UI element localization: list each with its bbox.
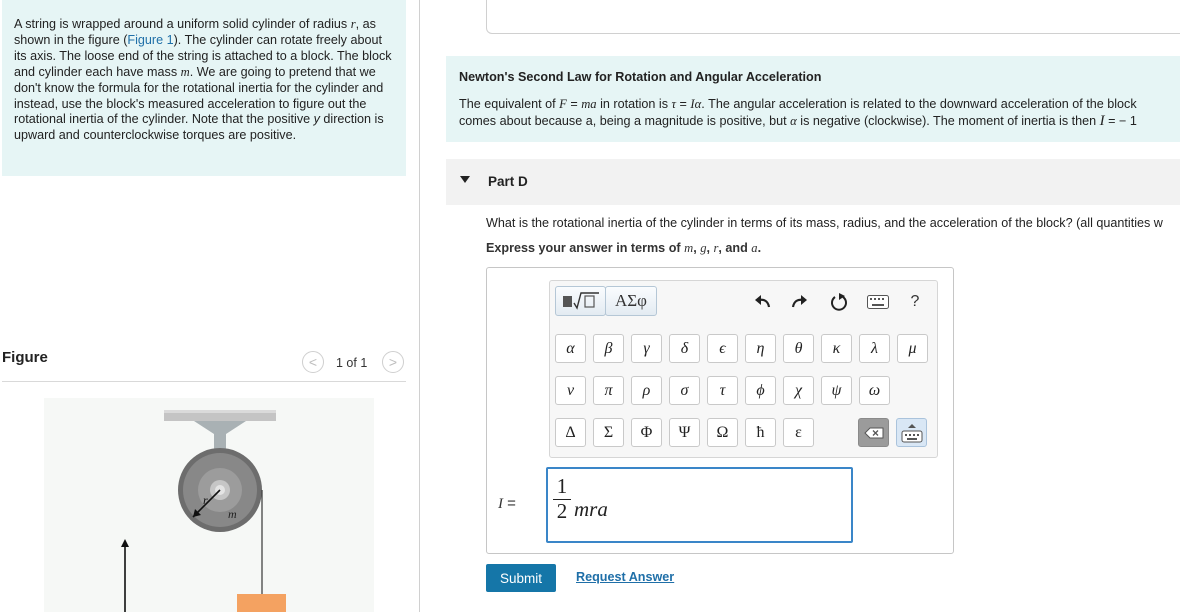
instruction-text: Express your answer in terms of m, g, r, and a.: [486, 241, 762, 255]
answer-lhs: [498, 495, 516, 513]
symbol-key-row2-2[interactable]: ρ: [631, 376, 662, 405]
figure-pager: 1 of 1: [336, 356, 368, 370]
symbol-key-row1-9[interactable]: μ: [897, 334, 928, 363]
question-text: What is the rotational inertia of the cylinder in terms of its mass, radius, and the acceleration of the block? (all quantities w: [486, 216, 1163, 230]
symbol-key-row2-7[interactable]: ψ: [821, 376, 852, 405]
answer-variable: I: [498, 496, 503, 512]
hint-box: [446, 56, 1180, 142]
symbol-key-row1-3[interactable]: δ: [669, 334, 700, 363]
fraction-denominator: 2: [556, 499, 568, 523]
symbol-key-row2-6[interactable]: χ: [783, 376, 814, 405]
symbol-key-row3-3[interactable]: Ψ: [669, 418, 700, 447]
backspace-icon: [864, 427, 884, 439]
part-d-header[interactable]: [446, 159, 1180, 205]
symbol-key-row2-5[interactable]: ϕ: [745, 376, 776, 405]
hint-body: The equivalent of F = ma in rotation is τ = Iα. The angular acceleration is related to the downward acceleration of the block comes about because a, being a magnitude is positive, but α is negative (clockwise). The moment of inertia is then I = − 1: [459, 97, 1137, 129]
answer-expression: mra: [574, 497, 608, 521]
symbol-key-row3-2[interactable]: Φ: [631, 418, 662, 447]
templates-button[interactable]: [555, 286, 606, 316]
symbol-key-row1-6[interactable]: θ: [783, 334, 814, 363]
keyboard-shortcuts-button[interactable]: [866, 291, 890, 313]
virtual-keyboard-key[interactable]: [896, 418, 927, 447]
panel-divider: [419, 0, 420, 612]
submit-button[interactable]: Submit: [486, 564, 556, 592]
symbol-key-row1-0[interactable]: α: [555, 334, 586, 363]
part-title: Part D: [488, 174, 528, 189]
fraction-numerator: 1: [556, 474, 568, 498]
figure-divider: [2, 381, 406, 382]
chevron-right-icon: >: [388, 354, 398, 370]
left-panel: [0, 0, 418, 612]
mass-label: m: [228, 507, 237, 521]
symbol-key-row1-1[interactable]: β: [593, 334, 624, 363]
answer-fraction: [553, 475, 571, 523]
figure-link[interactable]: Figure 1: [127, 32, 174, 47]
reset-icon: [829, 292, 849, 312]
reset-button[interactable]: [828, 291, 850, 313]
symbol-key-row3-5[interactable]: ħ: [745, 418, 776, 447]
redo-icon: [791, 293, 809, 311]
keyboard-toggle-icon: [901, 423, 923, 443]
request-answer-link[interactable]: Request Answer: [576, 570, 675, 584]
backspace-key[interactable]: [858, 418, 889, 447]
symbol-key-row3-4[interactable]: Ω: [707, 418, 738, 447]
hint-title: Newton's Second Law for Rotation and Angular Acceleration: [459, 70, 822, 84]
symbol-key-row2-8[interactable]: ω: [859, 376, 890, 405]
redo-button[interactable]: [789, 291, 811, 313]
symbol-key-row2-3[interactable]: σ: [669, 376, 700, 405]
symbol-key-row3-1[interactable]: Σ: [593, 418, 624, 447]
figure-title: Figure: [2, 349, 48, 366]
answer-equals: =: [503, 495, 516, 512]
symbol-key-row2-1[interactable]: π: [593, 376, 624, 405]
problem-intro: A string is wrapped around a uniform solid cylinder of radius r, as shown in the figure (Figure 1). The cylinder can rotate freely about its axis. The loose end of the string is attached to a block. The block and cylinder each have mass m. We are going to pretend that we don't know the formula for the rotational inertia for the cylinder and instead, use the block's measured acceleration to figure out the rotational inertia of the cylinder. Note that the positive y direction is upward and counterclockwise torques are positive.: [2, 0, 406, 176]
keyboard-icon: [867, 295, 889, 309]
symbol-key-row1-5[interactable]: η: [745, 334, 776, 363]
undo-icon: [753, 293, 771, 311]
symbol-key-row1-4[interactable]: ϵ: [707, 334, 738, 363]
cylinder-block-figure: [44, 398, 374, 612]
radius-label: r: [203, 493, 208, 507]
symbol-key-row1-2[interactable]: γ: [631, 334, 662, 363]
figure-next-button[interactable]: [382, 351, 404, 373]
chevron-left-icon: <: [308, 354, 318, 370]
figure-prev-button[interactable]: [302, 351, 324, 373]
symbol-key-row2-0[interactable]: ν: [555, 376, 586, 405]
previous-part-box: [486, 0, 1180, 34]
symbol-key-row3-6[interactable]: ε: [783, 418, 814, 447]
undo-button[interactable]: [751, 291, 773, 313]
symbol-key-row1-7[interactable]: κ: [821, 334, 852, 363]
symbol-key-row1-8[interactable]: λ: [859, 334, 890, 363]
templates-icon: [562, 291, 600, 311]
help-button[interactable]: ?: [910, 293, 920, 310]
greek-symbols-button[interactable]: ΑΣφ: [605, 286, 657, 316]
caret-down-icon: [460, 176, 470, 183]
symbol-key-row3-0[interactable]: Δ: [555, 418, 586, 447]
symbol-key-row2-4[interactable]: τ: [707, 376, 738, 405]
